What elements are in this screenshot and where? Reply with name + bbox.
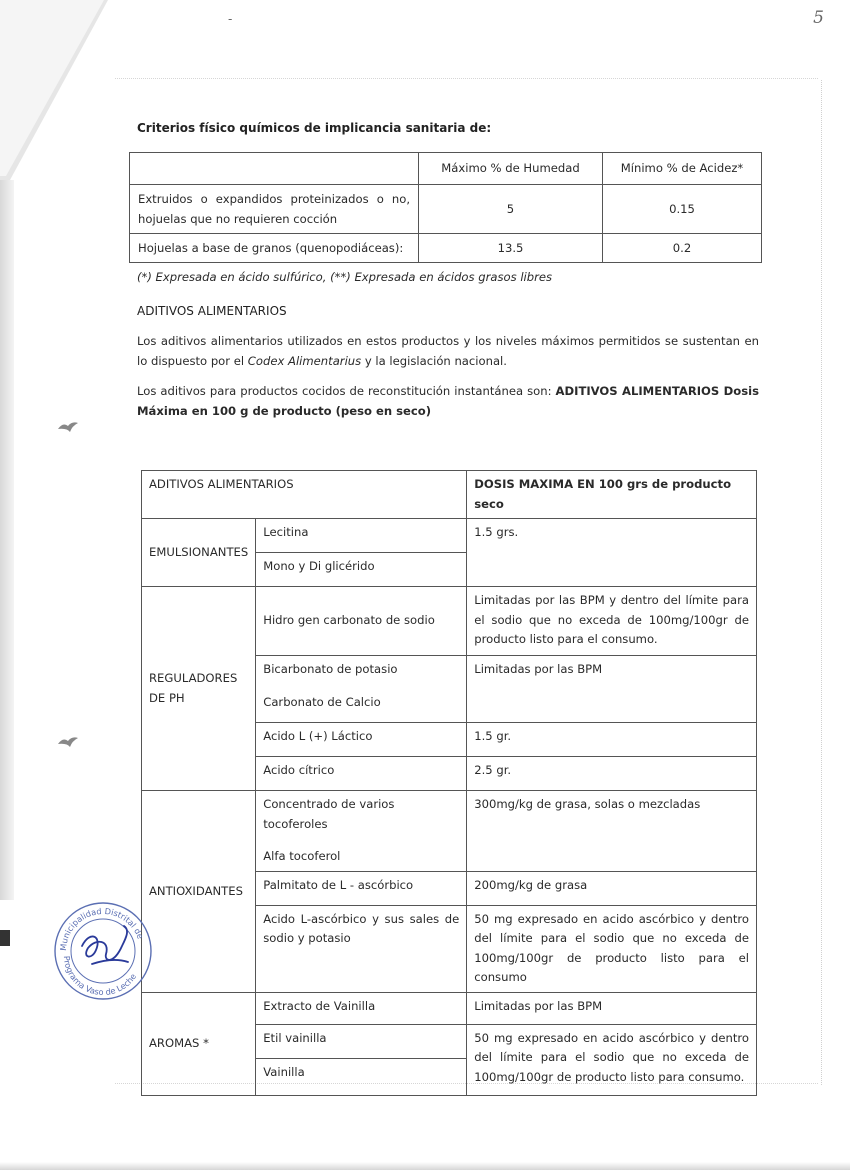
dose-cell: 300mg/kg de grasa, solas o mezcladas [467, 791, 757, 872]
codex-text: Codex Alimentarius [247, 354, 362, 368]
additive-cell: Mono y Di glicérido [256, 553, 467, 587]
seal-text-bottom: Programa Vaso de Leche [61, 955, 139, 998]
table-footnote: (*) Expresada en ácido sulfúrico, (**) Expresada en ácidos grasos libres [137, 270, 553, 284]
dose-cell: 50 mg expresado en acido ascórbico y dentro del límite para el sodio que no exceda de 100mg/100gr de producto listo para consumo. [467, 1024, 757, 1095]
humedad-cell: 13.5 [419, 234, 603, 263]
criterios-title: Criterios físico químicos de implicancia sanitaria de: [137, 121, 492, 135]
aditivos-paragraph-2 [137, 381, 759, 421]
dose-cell: 2.5 gr. [467, 757, 757, 791]
folded-corner [0, 0, 130, 200]
table-row [130, 185, 762, 234]
table-row [142, 992, 757, 1024]
aditivos-paragraph-1 [137, 331, 759, 371]
additive-cell: Lecitina [256, 519, 467, 553]
table-row [130, 234, 762, 263]
table-header-cell: Mínimo % de Acidez* [603, 153, 762, 185]
acidez-cell: 0.2 [603, 234, 762, 263]
page-number: 5 [813, 8, 824, 28]
paragraph-text: Los aditivos alimentarios utilizados en estos productos y los niveles máximos permitidos se sustentan en lo dispuesto por el [137, 334, 759, 368]
paragraph-text: Los aditivos para productos cocidos de reconstitución instantánea son: [137, 384, 556, 398]
additive-cell: Acido L (+) Láctico [256, 723, 467, 757]
seal-text-top: Municipalidad Distrital de [57, 905, 146, 952]
table-header-row [142, 471, 757, 519]
left-page-edge [0, 180, 14, 900]
additive-cell: Etil vainilla [256, 1024, 467, 1058]
dose-cell: Limitadas por las BPM y dentro del límite para el sodio que no exceda de 100mg/100gr de producto listo para el consumo. [467, 587, 757, 656]
additive-cell: Acido cítrico [256, 757, 467, 791]
table-row [142, 519, 757, 553]
paragraph-text: y la legislación nacional. [361, 354, 507, 368]
dose-cell: 1.5 grs. [467, 519, 757, 587]
municipal-seal-stamp [52, 900, 154, 1002]
bird-mark-icon [57, 735, 79, 749]
table-header-cell: DOSIS MAXIMA EN 100 grs de producto seco [467, 471, 757, 519]
category-cell: REGULADORES DE PH [142, 587, 256, 791]
additive-name: Concentrado de varios tocoferoles [263, 797, 395, 831]
bird-mark-icon [57, 420, 79, 434]
table-header-cell [130, 153, 419, 185]
table-row [142, 791, 757, 872]
criterios-table [129, 152, 762, 263]
signature-scribble [82, 926, 128, 964]
additive-cell: Vainilla [256, 1058, 467, 1095]
left-edge-mark [0, 930, 10, 946]
table-header-row [130, 153, 762, 185]
dose-cell: 50 mg expresado en acido ascórbico y dentro del límite para el sodio que no exceda de 100mg/100gr de producto listo para el consumo [467, 905, 757, 992]
table-row [142, 587, 757, 656]
table-header-cell: ADITIVOS ALIMENTARIOS [142, 471, 467, 519]
additive-cell: Extracto de Vainilla [256, 992, 467, 1024]
humedad-cell: 5 [419, 185, 603, 234]
additive-cell [256, 791, 467, 872]
category-cell: AROMAS * [142, 992, 256, 1095]
additive-cell: Palmitato de L - ascórbico [256, 871, 467, 905]
additive-name: Alfa tocoferol [263, 849, 341, 863]
additive-cell [256, 656, 467, 723]
aditivos-table-wrapper [141, 470, 757, 1096]
category-cell: ANTIOXIDANTES [142, 791, 256, 993]
dose-cell: Limitadas por las BPM [467, 992, 757, 1024]
aditivos-heading: ADITIVOS ALIMENTARIOS [137, 304, 287, 318]
paragraph-bold-text: ADITIVOS ALIMENTARIOS Dosis Máxima en 100 g de producto (peso en seco) [137, 384, 759, 418]
additive-cell: Acido L-ascórbico y sus sales de sodio y potasio [256, 905, 467, 992]
dotted-border-right [821, 80, 822, 1085]
acidez-cell: 0.15 [603, 185, 762, 234]
additive-cell: Hidro gen carbonato de sodio [256, 587, 467, 656]
product-cell: Extruidos o expandidos proteinizados o no, hojuelas que no requieren cocción [130, 185, 419, 234]
document-body [137, 112, 759, 431]
additive-name: Carbonato de Calcio [263, 694, 381, 709]
dose-cell: 200mg/kg de grasa [467, 871, 757, 905]
category-cell: EMULSIONANTES [142, 519, 256, 587]
dose-cell: Limitadas por las BPM [467, 656, 757, 723]
table-header-cell: Máximo % de Humedad [419, 153, 603, 185]
additive-name: Bicarbonato de potasio [263, 662, 398, 676]
scan-mark: - [228, 12, 233, 26]
product-cell: Hojuelas a base de granos (quenopodiáceas): [130, 234, 419, 263]
dose-cell: 1.5 gr. [467, 723, 757, 757]
bottom-page-edge [0, 1162, 850, 1170]
dotted-border-top [115, 78, 818, 79]
aditivos-table [141, 470, 757, 1096]
